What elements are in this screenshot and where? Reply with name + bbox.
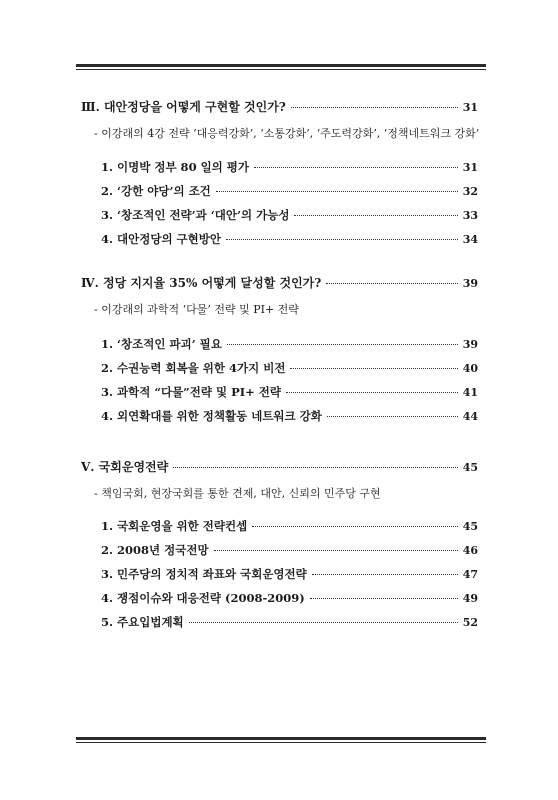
toc-section-4[interactable] bbox=[81, 276, 478, 291]
item-label: 3. ‘창조적인 전략’과 ‘대안’의 가능성 bbox=[101, 208, 290, 222]
page-number: 34 bbox=[462, 233, 478, 246]
page-number: 32 bbox=[462, 185, 478, 198]
item-label: 1. ‘창조적인 파괴’ 필요 bbox=[101, 337, 222, 351]
dot-leader bbox=[214, 550, 458, 551]
toc-item[interactable] bbox=[101, 519, 478, 534]
page-number: 46 bbox=[462, 544, 478, 557]
toc-item[interactable] bbox=[101, 385, 478, 400]
dot-leader bbox=[189, 622, 458, 623]
toc-item[interactable] bbox=[101, 615, 478, 630]
item-label: 4. 대안정당의 구현방안 bbox=[101, 232, 221, 246]
item-label: 2. 수권능력 회복을 위한 4가지 비전 bbox=[101, 361, 286, 375]
section-title: Ⅳ. 정당 지지율 35% 어떻게 달성할 것인가? bbox=[81, 276, 322, 290]
toc-item[interactable] bbox=[101, 232, 478, 247]
bottom-rule bbox=[76, 737, 486, 743]
page-number: 39 bbox=[462, 277, 478, 290]
top-rule bbox=[76, 64, 486, 70]
toc-item[interactable] bbox=[101, 361, 478, 376]
item-label: 5. 주요입법계획 bbox=[101, 615, 184, 629]
page-number: 49 bbox=[462, 592, 478, 605]
page-number: 45 bbox=[462, 461, 478, 474]
page-number: 45 bbox=[462, 520, 478, 533]
dot-leader bbox=[227, 344, 458, 345]
page-number: 44 bbox=[462, 410, 478, 423]
toc-item[interactable] bbox=[101, 208, 478, 223]
page-number: 40 bbox=[462, 362, 478, 375]
dot-leader bbox=[226, 239, 458, 240]
item-label: 1. 이명박 정부 80 일의 평가 bbox=[101, 160, 250, 174]
page-number: 52 bbox=[462, 616, 478, 629]
toc-item[interactable] bbox=[101, 184, 478, 199]
dot-leader bbox=[173, 467, 457, 468]
dot-leader bbox=[291, 107, 458, 108]
dot-leader bbox=[327, 416, 458, 417]
toc-item[interactable] bbox=[101, 337, 478, 352]
item-label: 3. 민주당의 정치적 좌표와 국회운영전략 bbox=[101, 567, 307, 581]
dot-leader bbox=[286, 392, 458, 393]
item-label: 4. 쟁점이슈와 대응전략 (2008-2009) bbox=[101, 591, 305, 605]
toc-item[interactable] bbox=[101, 591, 478, 606]
item-label: 2. ‘강한 야당’의 조건 bbox=[101, 184, 211, 198]
item-label: 2. 2008년 정국전망 bbox=[101, 543, 209, 557]
page-number: 47 bbox=[462, 568, 478, 581]
section-subtitle: - 책임국회, 현장국회를 통한 견제, 대안, 신뢰의 민주당 구현 bbox=[94, 487, 381, 500]
page-number: 31 bbox=[462, 101, 478, 114]
section-subtitle: - 이강래의 과학적 ‘다물’ 전략 및 PI+ 전략 bbox=[94, 303, 299, 316]
toc-section-5[interactable] bbox=[81, 460, 478, 475]
toc-item[interactable] bbox=[101, 543, 478, 558]
item-label: 3. 과학적 “다물”전략 및 PI+ 전략 bbox=[101, 385, 282, 399]
item-label: 4. 외연확대를 위한 정책활동 네트워크 강화 bbox=[101, 409, 322, 423]
dot-leader bbox=[252, 526, 457, 527]
page-number: 39 bbox=[462, 338, 478, 351]
page-number: 41 bbox=[462, 386, 478, 399]
toc-item[interactable] bbox=[101, 160, 478, 175]
dot-leader bbox=[312, 574, 458, 575]
toc-item[interactable] bbox=[101, 409, 478, 424]
item-label: 1. 국회운영을 위한 전략컨셉 bbox=[101, 519, 248, 533]
section-subtitle: - 이강래의 4강 전략 ‘대응력강화’, ‘소통강화’, ‘주도력강화’, ‘정책네트워크 강화’ bbox=[94, 127, 480, 140]
dot-leader bbox=[326, 283, 457, 284]
section-title: Ⅴ. 국회운영전략 bbox=[81, 460, 169, 474]
page-number: 31 bbox=[462, 161, 478, 174]
dot-leader bbox=[294, 215, 457, 216]
dot-leader bbox=[290, 368, 457, 369]
page-number: 33 bbox=[462, 209, 478, 222]
dot-leader bbox=[216, 191, 458, 192]
dot-leader bbox=[310, 598, 458, 599]
toc-item[interactable] bbox=[101, 567, 478, 582]
section-title: Ⅲ. 대안정당을 어떻게 구현할 것인가? bbox=[81, 100, 286, 114]
toc-section-3[interactable] bbox=[81, 100, 478, 115]
dot-leader bbox=[254, 167, 458, 168]
